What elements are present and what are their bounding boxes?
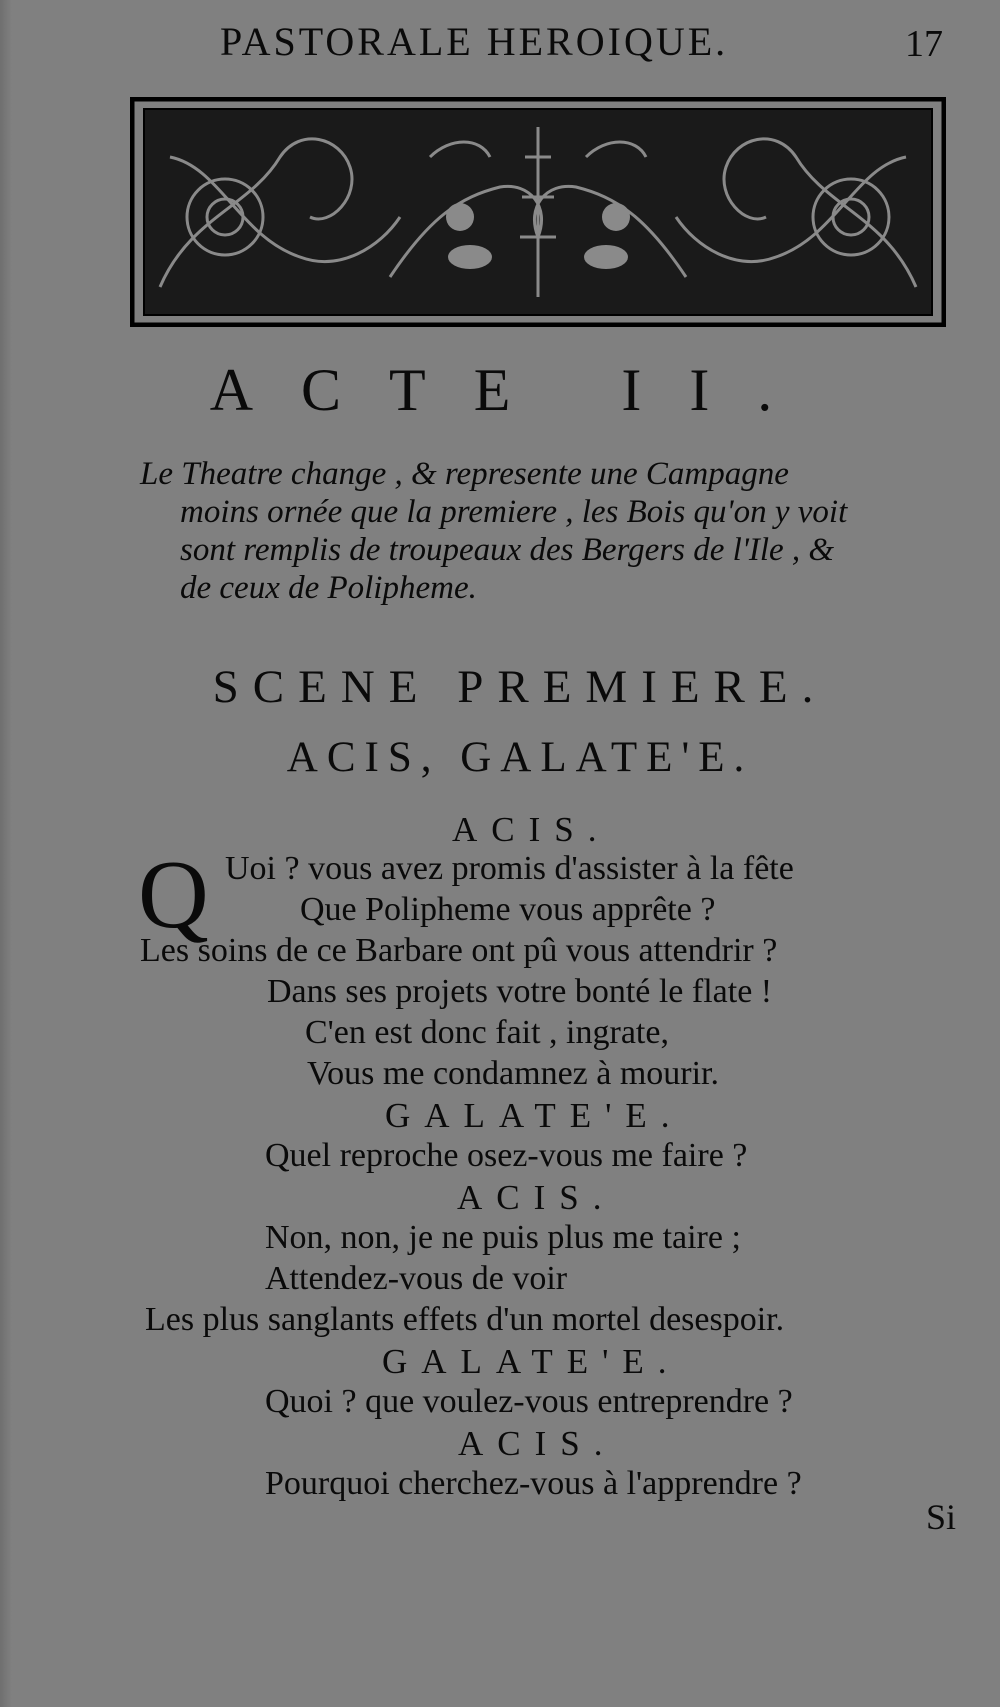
verse-line: Quoi ? que voulez-vous entreprendre ? (265, 1383, 793, 1420)
verse-line: Vous me condamnez à mourir. (307, 1055, 720, 1092)
verse-line: Non, non, je ne puis plus me taire ; (265, 1219, 741, 1256)
ornamental-headpiece-icon (130, 97, 946, 327)
verse-line: Les plus sanglants effets d'un mortel desespoir. (145, 1301, 785, 1338)
speaker-name: GALATE'E. (382, 1342, 681, 1381)
verse-line: Quel reproche osez-vous me faire ? (265, 1137, 748, 1174)
speaker-name: ACIS. (457, 1178, 616, 1217)
drop-cap: Q (138, 841, 209, 949)
catchword: Si (925, 1497, 956, 1537)
verse-line: Que Polipheme vous apprête ? (300, 891, 716, 928)
verse-line: Uoi ? vous avez promis d'assister à la fête (225, 850, 794, 887)
stage-direction-line: moins ornée que la premiere , les Bois qu'on y voit (180, 494, 848, 530)
scene-characters: ACIS, GALATE'E. (286, 734, 754, 781)
stage-direction (140, 455, 960, 607)
page-number: 17 (905, 23, 943, 65)
speaker-name: ACIS. (452, 810, 611, 849)
act-title: ACTE II. (209, 357, 821, 423)
verse-line: Dans ses projets votre bonté le flate ! (267, 973, 773, 1010)
speaker-name: GALATE'E. (385, 1096, 684, 1135)
speaker-name: ACIS. (458, 1424, 617, 1463)
page-edge-shadow (0, 0, 12, 1707)
verse-line: Les soins de ce Barbare ont pû vous attendrir ? (140, 932, 778, 969)
running-title: PASTORALE HEROIQUE. (220, 19, 729, 64)
verse-line: C'en est donc fait , ingrate, (305, 1014, 669, 1051)
stage-direction-line: de ceux de Polipheme. (180, 570, 477, 606)
verse-line: Pourquoi cherchez-vous à l'apprendre ? (265, 1465, 802, 1502)
scene-title: SCENE PREMIERE. (212, 661, 828, 713)
stage-direction-line: Le Theatre change , & represente une Campagne (140, 456, 789, 492)
verse-line: Attendez-vous de voir (265, 1260, 568, 1297)
stage-direction-line: sont remplis de troupeaux des Bergers de l'Ile , & (180, 532, 835, 568)
